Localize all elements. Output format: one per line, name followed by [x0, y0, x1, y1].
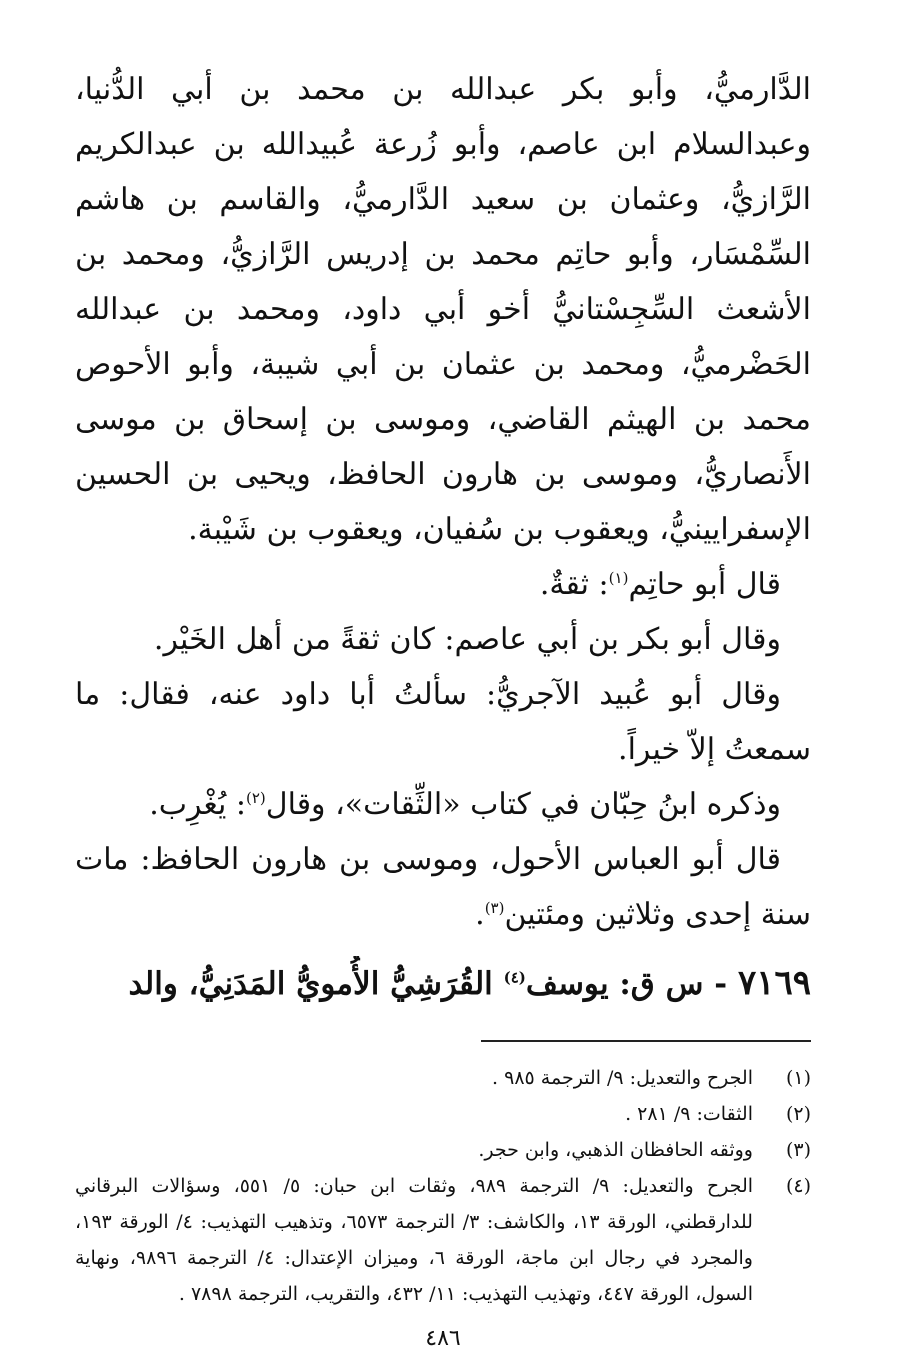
paragraph-text: : يُغْرِب. [149, 787, 246, 822]
footnote-item [75, 1060, 811, 1096]
footnote-ref-2: (٢) [246, 789, 266, 807]
paragraph-text: وذكره ابنُ حِبّان في كتاب «الثِّقات»، وقال [265, 787, 781, 822]
paragraph-ibn-hibban [75, 777, 811, 832]
paragraph-text: قال أبو العباس الأحول، وموسى بن هارون الحافظ: مات سنة إحدى وثلاثين ومئتين [75, 842, 811, 932]
footnote-item [75, 1096, 811, 1132]
footnote-ref-1: (١) [608, 569, 629, 587]
footnote-number: (١) [785, 1067, 811, 1089]
footnote-number: (٢) [785, 1103, 811, 1125]
footnote-number: (٣) [785, 1139, 811, 1161]
paragraph-abu-bakr: وقال أبو بكر بن أبي عاصم: كان ثقةً من أهل الخَيْر. [153, 622, 781, 657]
footnote-number: (٤) [785, 1175, 811, 1197]
paragraph-death-date [75, 832, 811, 942]
paragraph-text: : ثقةٌ. [539, 567, 609, 602]
footnote-item [75, 1132, 811, 1168]
paragraph-ajurri: وقال أبو عُبيد الآجريُّ: سألتُ أبا داود عنه، فقال: ما سمعتُ إلاّ خيراً. [75, 677, 811, 767]
main-text [75, 62, 811, 1012]
footnote-text: الجرح والتعديل: ٩/ الترجمة ٩٨٥ . [492, 1067, 753, 1089]
footnote-text: الثقات: ٩/ ٢٨١ . [625, 1103, 753, 1125]
entry-name: القُرَشِيُّ الأُمويُّ المَدَنِيُّ، والد [128, 966, 493, 1002]
entry-number: ٧١٦٩ [737, 963, 811, 1003]
entry-heading [75, 956, 811, 1012]
paragraph-abu-hatim [75, 557, 811, 612]
entry-code: - س ق: يوسف [525, 966, 728, 1002]
footnote-ref-3: (٣) [484, 899, 505, 917]
footnote-ref-4: (٤) [503, 968, 526, 987]
paragraph-text: . [475, 897, 485, 932]
footnote-divider [481, 1040, 811, 1042]
book-page [75, 62, 811, 1351]
page-number: ٤٨٦ [425, 1326, 461, 1351]
paragraph-text: قال أبو حاتِم [628, 567, 781, 602]
footnotes [75, 1060, 811, 1312]
footnote-text: ووثقه الحافظان الذهبي، وابن حجر. [478, 1139, 753, 1161]
footnote-text: الجرح والتعديل: ٩/ الترجمة ٩٨٩، وثقات ابن حبان: ٥/ ٥٥١، وسؤالات البرقاني للدارقطني، الورقة ١٣، والكاشف: ٣/ الترجمة ٦٥٧٣، وتذهيب التهذيب: ٤/ الورقة ١٩٣، والمجرد في رجال ابن ماجة، الورقة ٦، وميزان الإعتدال: ٤/ الترجمة ٩٨٩٦، ونهاية السول، الورقة ٤٤٧، وتهذيب التهذيب: ١١/ ٤٣٢، والتقريب، الترجمة ٧٨٩٨ . [75, 1175, 754, 1305]
footnote-item [75, 1168, 811, 1312]
paragraph-narrators: الدَّارميُّ، وأبو بكر عبدالله بن محمد بن أبي الدُّنيا، وعبدالسلام ابن عاصم، وأبو زُرعة عُبيدالله بن عبدالكريم الرَّازيُّ، وعثمان بن سعيد الدَّارميُّ، والقاسم بن هاشم السِّمْسَار، وأبو حاتِم محمد بن إدريس الرَّازيُّ، ومحمد بن الأشعث السِّجِسْتانيُّ أخو أبي داود، ومحمد بن عبدالله الحَضْرميُّ، ومحمد بن عثمان بن أبي شيبة، وأبو الأحوص محمد بن الهيثم القاضي، وموسى بن إسحاق بن موسى الأَنصاريُّ، وموسى بن هارون الحافظ، ويحيى بن الحسين الإسفرايينيُّ، ويعقوب بن سُفيان، ويعقوب بن شَيْبة. [75, 72, 811, 547]
